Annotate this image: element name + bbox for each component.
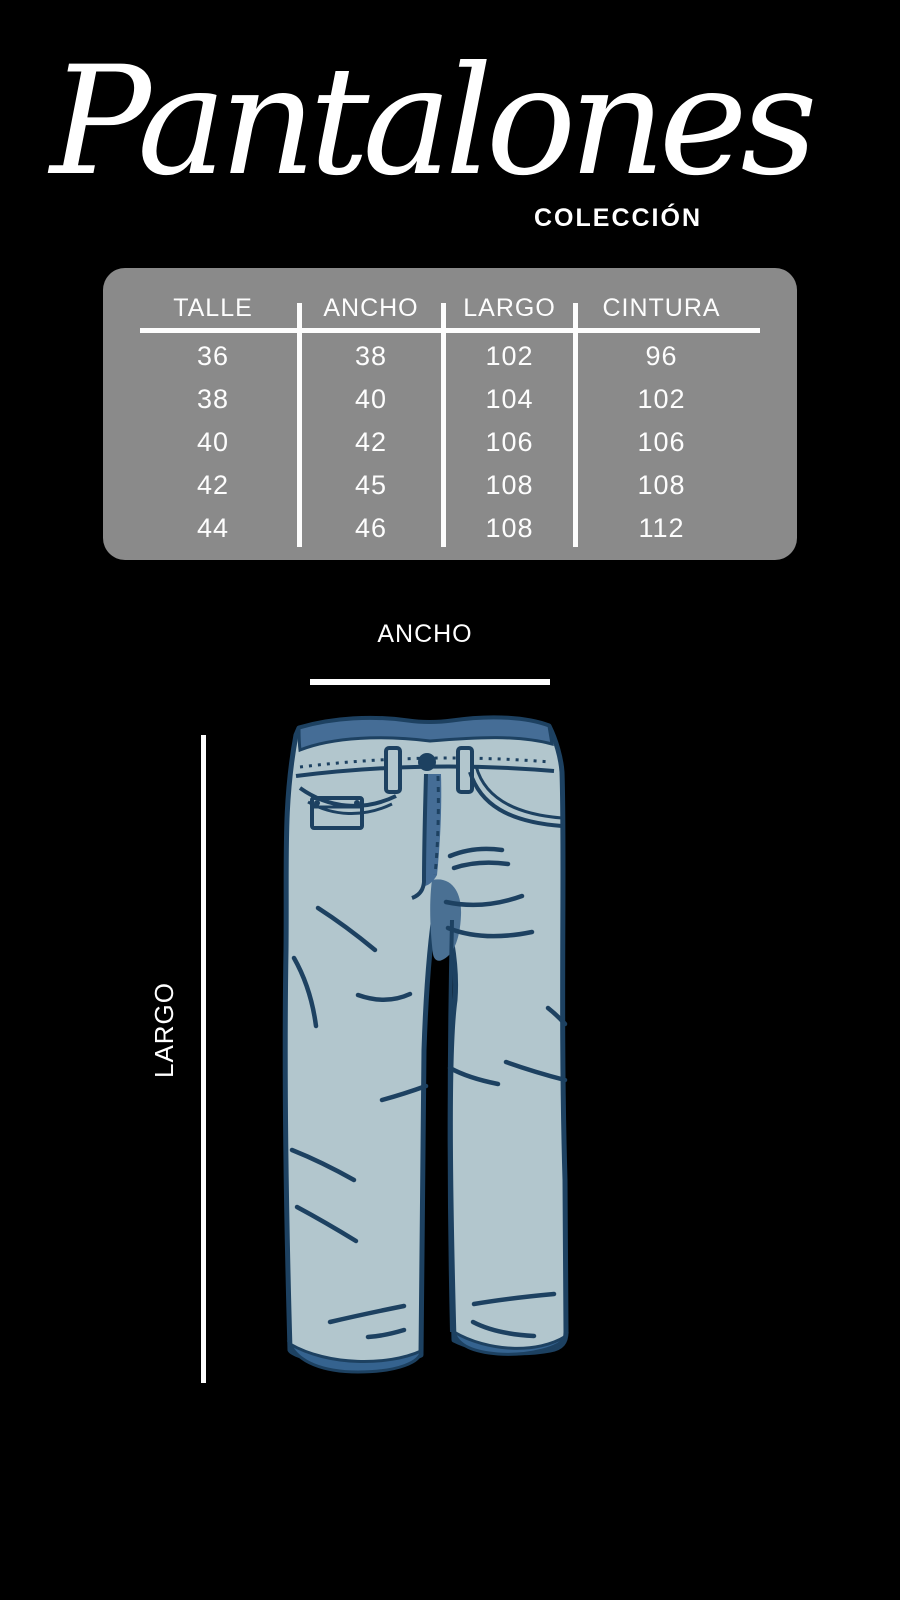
column-header-cintura: CINTURA xyxy=(602,294,721,322)
rivet xyxy=(314,800,320,806)
table-cell: 104 xyxy=(485,384,534,414)
collection-subtitle: COLECCIÓN xyxy=(534,204,702,232)
table-cell: 40 xyxy=(196,427,230,457)
table-cell: 108 xyxy=(637,470,686,500)
right-inner-seam xyxy=(450,920,452,1332)
table-cell: 42 xyxy=(354,427,388,457)
column-header-talle: TALLE xyxy=(173,294,253,322)
belt-loop xyxy=(386,748,400,792)
width-dimension-line xyxy=(310,679,550,685)
belt-loop xyxy=(458,748,472,792)
table-cell: 38 xyxy=(196,384,230,414)
jeans-button xyxy=(418,753,436,771)
table-cell: 40 xyxy=(354,384,388,414)
column-header-ancho: ANCHO xyxy=(323,294,419,322)
table-header-row xyxy=(103,288,797,328)
table-row xyxy=(103,335,797,378)
table-row xyxy=(103,421,797,464)
table-cell: 45 xyxy=(354,470,388,500)
table-cell: 106 xyxy=(485,427,534,457)
table-cell: 46 xyxy=(354,513,388,543)
table-header-divider xyxy=(140,328,760,333)
length-dimension-line xyxy=(201,735,206,1383)
table-cell: 112 xyxy=(638,513,685,543)
size-chart-table xyxy=(103,268,797,560)
table-row xyxy=(103,378,797,421)
rivet xyxy=(354,800,360,806)
table-cell: 108 xyxy=(485,513,534,543)
page-title: Pantalones xyxy=(50,35,811,209)
table-cell: 108 xyxy=(485,470,534,500)
table-cell: 42 xyxy=(196,470,230,500)
table-cell: 96 xyxy=(645,341,678,371)
table-cell: 44 xyxy=(196,513,230,543)
length-dimension-label: LARGO xyxy=(149,981,179,1079)
table-cell: 38 xyxy=(354,341,388,371)
column-header-largo: LARGO xyxy=(463,294,556,322)
table-cell: 36 xyxy=(196,341,230,371)
jeans-illustration xyxy=(278,710,570,1382)
table-cell: 102 xyxy=(637,384,686,414)
table-body xyxy=(103,335,797,550)
width-dimension-label: ANCHO xyxy=(377,620,473,648)
table-row xyxy=(103,464,797,507)
table-cell: 106 xyxy=(637,427,686,457)
table-row xyxy=(103,507,797,550)
table-cell: 102 xyxy=(485,341,534,371)
